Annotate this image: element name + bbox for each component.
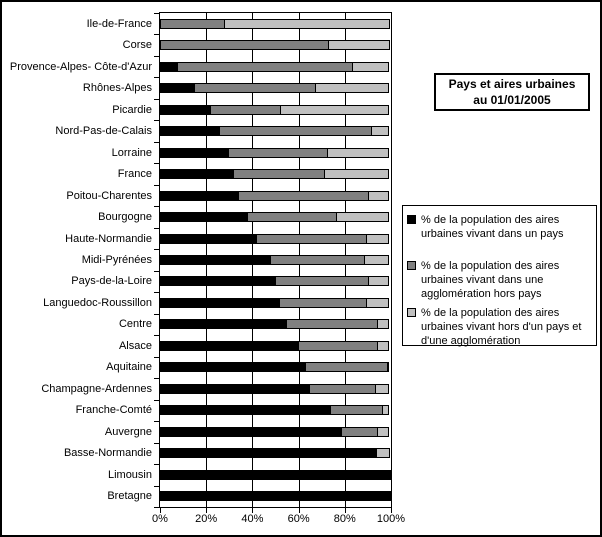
bar-segment-series1 [160, 491, 391, 501]
category-label: Picardie [112, 103, 152, 116]
legend-label: % de la population des aires urbaines vivant hors d'un pays et d'une agglomération [421, 307, 582, 347]
chart-title-line2: au 01/01/2005 [473, 93, 551, 107]
bar-segment-series1 [160, 276, 276, 286]
bar-segment-series2 [341, 427, 378, 437]
x-axis-label: 60% [287, 513, 310, 525]
y-axis-tick [154, 486, 159, 487]
category-label: Rhônes-Alpes [82, 82, 152, 95]
bar-segment-series3 [368, 276, 389, 286]
bar-row [160, 169, 391, 179]
y-axis-tick [154, 335, 159, 336]
y-axis-tick [154, 77, 159, 78]
y-axis-tick [154, 99, 159, 100]
bar-segment-series3 [280, 105, 389, 115]
legend-label: % de la population des aires urbaines vivant dans un pays [421, 214, 564, 240]
bar-segment-series3 [366, 234, 389, 244]
bar-row [160, 448, 391, 458]
bar-segment-series1 [160, 319, 287, 329]
category-label: Auvergne [104, 425, 152, 438]
bar-segment-series2 [238, 191, 370, 201]
bar-segment-series1 [160, 126, 220, 136]
x-axis-label: 80% [333, 513, 356, 525]
bar-segment-series3 [336, 212, 389, 222]
legend-item [407, 213, 593, 241]
bar-row [160, 384, 391, 394]
y-axis-tick [154, 13, 159, 14]
bar-segment-series1 [160, 384, 310, 394]
bar-segment-series2 [286, 319, 378, 329]
bar-segment-series2 [305, 362, 388, 372]
bar-segment-series3 [376, 448, 390, 458]
category-label: Champagne-Ardennes [41, 382, 152, 395]
y-axis-tick [154, 120, 159, 121]
category-label: Aquitaine [106, 361, 152, 374]
bar-segment-series2 [247, 212, 337, 222]
bar-row [160, 83, 391, 93]
bar-row [160, 427, 391, 437]
category-label: Alsace [118, 339, 152, 352]
category-label: Nord-Pas-de-Calais [55, 125, 152, 138]
category-label: Franche-Comté [75, 404, 152, 417]
bar-segment-series1 [160, 362, 306, 372]
y-axis-tick [154, 443, 159, 444]
bar-segment-series2 [270, 255, 365, 265]
legend-item [407, 259, 593, 301]
y-axis-tick [154, 507, 159, 508]
bar-row [160, 126, 391, 136]
category-label: Ile-de-France [86, 17, 152, 30]
bar-row [160, 19, 391, 29]
bar-segment-series3 [328, 40, 390, 50]
bar-segment-series1 [160, 169, 234, 179]
bar-row [160, 148, 391, 158]
y-axis-tick [154, 292, 159, 293]
legend-swatch-icon [407, 215, 416, 224]
legend-box [402, 205, 597, 346]
bar-row [160, 212, 391, 222]
y-axis-tick [154, 271, 159, 272]
y-axis-tick [154, 314, 159, 315]
bar-segment-series3 [375, 384, 389, 394]
legend-item [407, 306, 593, 348]
bar-segment-series2 [279, 298, 367, 308]
bar-segment-series3 [377, 319, 389, 329]
x-axis-label: 0% [152, 513, 168, 525]
bar-segment-series3 [368, 191, 389, 201]
bar-segment-series1 [160, 212, 248, 222]
bar-segment-series1 [160, 298, 280, 308]
legend-swatch-icon [407, 261, 416, 270]
bar-segment-series3 [387, 362, 389, 372]
bar-segment-series1 [160, 191, 239, 201]
y-axis-tick [154, 400, 159, 401]
bar-segment-series2 [194, 83, 316, 93]
bar-segment-series3 [371, 126, 389, 136]
chart-title-line1: Pays et aires urbaines [448, 77, 576, 91]
bar-segment-series1 [160, 427, 342, 437]
bar-row [160, 470, 391, 480]
y-axis-tick [154, 464, 159, 465]
category-label: Basse-Normandie [63, 447, 152, 460]
bar-segment-series2 [160, 40, 329, 50]
category-label: Lorraine [111, 146, 152, 159]
category-label: Midi-Pyrénées [81, 253, 152, 266]
bar-segment-series3 [224, 19, 390, 29]
y-axis-tick [154, 206, 159, 207]
category-label: Centre [118, 318, 152, 331]
y-axis-tick [154, 357, 159, 358]
category-label: Haute-Normandie [65, 232, 152, 245]
bar-segment-series2 [275, 276, 370, 286]
bar-row [160, 276, 391, 286]
bar-segment-series2 [309, 384, 376, 394]
category-label: Bretagne [107, 490, 152, 503]
bar-segment-series1 [160, 148, 229, 158]
bar-row [160, 362, 391, 372]
category-label: Corse [122, 39, 152, 52]
bar-segment-series1 [160, 255, 271, 265]
bar-row [160, 234, 391, 244]
bar-segment-series2 [233, 169, 325, 179]
bar-segment-series3 [377, 427, 389, 437]
category-label: Bourgogne [98, 211, 152, 224]
category-label: France [117, 168, 152, 181]
bar-segment-series1 [160, 234, 257, 244]
bar-row [160, 105, 391, 115]
bar-segment-series2 [219, 126, 371, 136]
bar-segment-series3 [327, 148, 389, 158]
bar-row [160, 40, 391, 50]
x-axis-label: 40% [241, 513, 264, 525]
bar-row [160, 191, 391, 201]
bar-row [160, 341, 391, 351]
bar-segment-series2 [160, 19, 225, 29]
y-axis-tick [154, 249, 159, 250]
category-label: Limousin [107, 468, 152, 481]
bar-segment-series2 [228, 148, 327, 158]
category-label: Languedoc-Roussillon [43, 296, 152, 309]
bar-segment-series3 [315, 83, 389, 93]
y-axis-tick [154, 142, 159, 143]
bar-segment-series1 [160, 83, 195, 93]
bar-segment-series1 [160, 105, 211, 115]
bar-row [160, 491, 391, 501]
category-label: Pays-de-la-Loire [71, 275, 152, 288]
y-axis-tick [154, 228, 159, 229]
bar-row [160, 255, 391, 265]
category-label: Provence-Alpes- Côte-d'Azur [9, 60, 152, 73]
category-label: Poitou-Charentes [66, 189, 152, 202]
bar-segment-series1 [160, 62, 178, 72]
bar-segment-series3 [377, 341, 389, 351]
y-axis-tick [154, 421, 159, 422]
y-axis-tick [154, 34, 159, 35]
bar-segment-series1 [160, 448, 377, 458]
bar-segment-series2 [256, 234, 367, 244]
bar-segment-series3 [352, 62, 389, 72]
bar-segment-series1 [160, 470, 391, 480]
bar-row [160, 405, 391, 415]
legend-label: % de la population des aires urbaines vivant dans une agglomération hors pays [421, 260, 560, 300]
y-axis-tick [154, 185, 159, 186]
bar-segment-series2 [330, 405, 383, 415]
plot-area [159, 12, 392, 508]
bar-row [160, 62, 391, 72]
y-axis-tick [154, 163, 159, 164]
bar-segment-series3 [364, 255, 389, 265]
bar-segment-series3 [382, 405, 389, 415]
bar-segment-series2 [298, 341, 379, 351]
bar-segment-series1 [160, 341, 299, 351]
bar-segment-series3 [324, 169, 389, 179]
x-axis-label: 20% [195, 513, 218, 525]
bar-segment-series2 [177, 62, 353, 72]
chart-title-box [434, 73, 590, 111]
bar-row [160, 319, 391, 329]
y-axis-tick [154, 56, 159, 57]
y-axis-tick [154, 378, 159, 379]
bar-segment-series2 [210, 105, 282, 115]
legend-swatch-icon [407, 308, 416, 317]
bar-segment-series3 [366, 298, 389, 308]
x-axis-label: 100% [376, 513, 406, 525]
bar-row [160, 298, 391, 308]
bar-segment-series1 [160, 405, 331, 415]
